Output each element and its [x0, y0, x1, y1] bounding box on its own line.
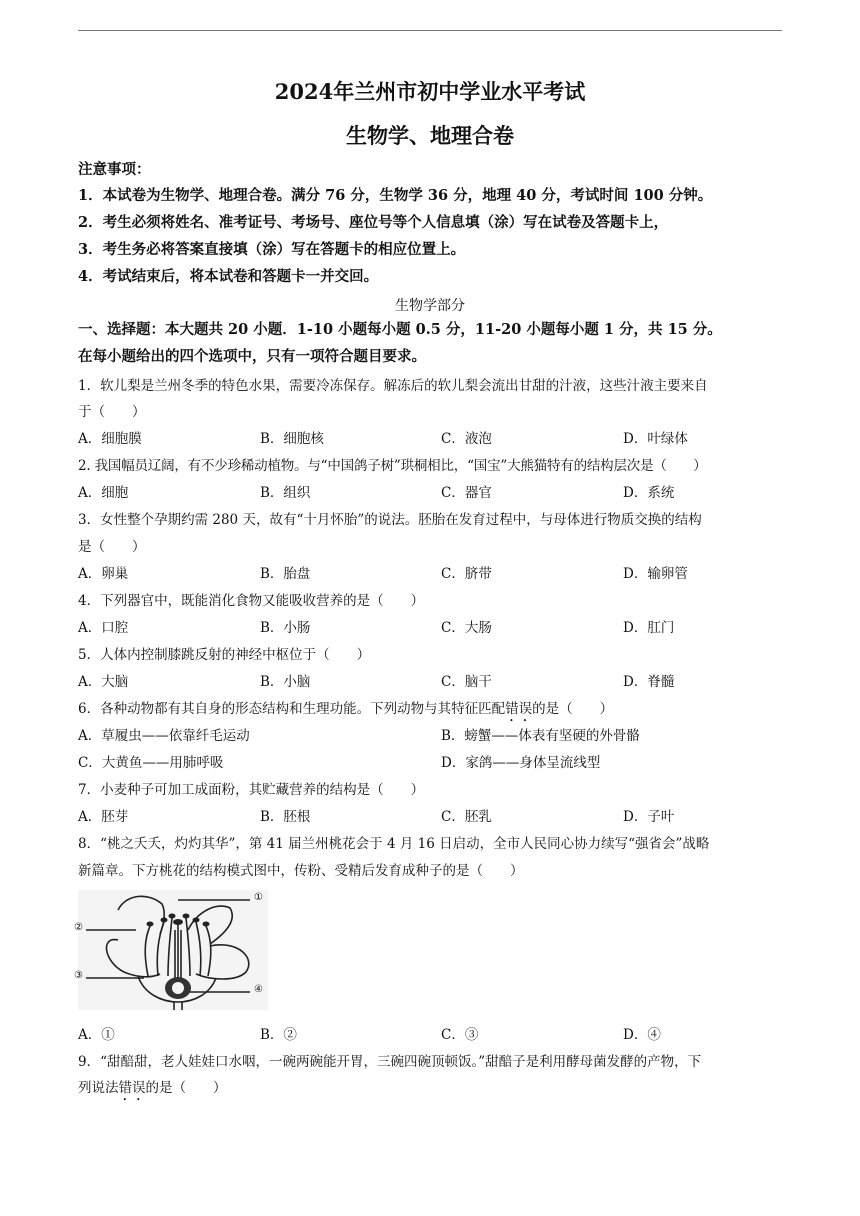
- option-c: C．大肠: [441, 620, 492, 636]
- top-rule: [78, 30, 782, 31]
- stem-text: 的是（ ）: [145, 1080, 227, 1096]
- question-stem: 是（ ）: [78, 539, 146, 555]
- notice-item: 2．考生必须将姓名、准考证号、考场号、座位号等个人信息填（涂）写在试卷及答题卡上，: [78, 214, 669, 231]
- notice-heading: 注意事项：: [78, 161, 151, 178]
- option-d: D．系统: [623, 485, 675, 501]
- option-b: B．组织: [260, 485, 311, 501]
- figure-label-4: ④: [254, 984, 263, 995]
- option-a: A．①: [78, 1027, 115, 1043]
- question-stem: 3．女性整个孕期约需 280 天，故有“十月怀胎”的说法。胚胎在发育过程中，与母体进行物质交换的结构: [78, 512, 702, 528]
- option-b: B．小肠: [260, 620, 311, 636]
- option-b: B．胚根: [260, 809, 311, 825]
- section-name: 生物学部分: [395, 298, 465, 314]
- question-stem: 新篇章。下方桃花的结构模式图中，传粉、受精后发育成种子的是（ ）: [78, 863, 524, 879]
- figure-label-3: ③: [74, 970, 83, 981]
- section-heading-line2: 在每小题给出的四个选项中，只有一项符合题目要求。: [78, 348, 426, 365]
- option-b: B．②: [260, 1027, 297, 1043]
- option-c: C．液泡: [441, 431, 492, 447]
- option-a: A．口腔: [78, 620, 129, 636]
- emphasized-text: 错误: [505, 701, 533, 717]
- option-a: A．细胞: [78, 485, 129, 501]
- option-c: C．脑干: [441, 674, 492, 690]
- question-stem: 4．下列器官中，既能消化食物又能吸收营养的是（ ）: [78, 593, 425, 609]
- notice-item: 1．本试卷为生物学、地理合卷。满分 76 分，生物学 36 分，地理 40 分，考试时间 100 分钟。: [78, 187, 713, 204]
- option-c: C．器官: [441, 485, 492, 501]
- option-d: D．脊髓: [623, 674, 675, 690]
- option-d: D．家鸽——身体呈流线型: [441, 755, 601, 771]
- option-c: C．③: [441, 1027, 479, 1043]
- option-a: A．大脑: [78, 674, 129, 690]
- figure-label-1: ①: [254, 892, 263, 903]
- option-d: D．④: [623, 1027, 661, 1043]
- question-stem: [78, 1078, 227, 1104]
- peach-flower-diagram: [74, 890, 268, 1010]
- question-stem: 7．小麦种子可加工成面粉，其贮藏营养的结构是（ ）: [78, 782, 425, 798]
- notice-item: 3．考生务必将答案直接填（涂）写在答题卡的相应位置上。: [78, 241, 466, 258]
- stem-text: 6．各种动物都有其自身的形态结构和生理功能。下列动物与其特征匹配: [78, 701, 506, 717]
- question-stem: [78, 699, 613, 725]
- option-a: A．细胞膜: [78, 431, 142, 447]
- question-stem: 8．“桃之夭夭，灼灼其华”，第 41 届兰州桃花会于 4 月 16 日启动，全市人民同心协力续写“强省会”战略: [78, 836, 710, 852]
- stem-text: 的是（ ）: [532, 701, 614, 717]
- emphasized-text: 错误: [118, 1080, 146, 1096]
- exam-subtitle: 生物学、地理合卷: [346, 123, 514, 148]
- option-a: A．胚芽: [78, 809, 129, 825]
- question-stem: 9．“甜醅甜，老人娃娃口水咽，一碗两碗能开胃，三碗四碗顶顿饭。”甜醅子是利用酵母菌发酵的产物，下: [78, 1054, 702, 1070]
- peach-flower-structure-image: [78, 890, 268, 1010]
- option-b: B．细胞核: [260, 431, 324, 447]
- question-stem: 2. 我国幅员辽阔，有不少珍稀动植物。与“中国鸽子树”珙桐相比，“国宝”大熊猫特有的结构层次是（ ）: [78, 458, 707, 474]
- option-c: C．大黄鱼——用肺呼吸: [78, 755, 224, 771]
- option-c: C．胚乳: [441, 809, 492, 825]
- option-d: D．叶绿体: [623, 431, 688, 447]
- option-b: B．小脑: [260, 674, 311, 690]
- notice-item: 4．考试结束后，将本试卷和答题卡一并交回。: [78, 268, 379, 285]
- question-stem: 5．人体内控制膝跳反射的神经中枢位于（ ）: [78, 647, 371, 663]
- stem-text: 列说法: [78, 1080, 119, 1096]
- question-stem: 1．软儿梨是兰州冬季的特色水果，需要冷冻保存。解冻后的软儿梨会流出甘甜的汁液，这些汁液主要来自: [78, 378, 708, 394]
- exam-title: 2024年兰州市初中学业水平考试: [274, 79, 586, 104]
- option-d: D．输卵管: [623, 566, 688, 582]
- option-b: B．螃蟹——体表有坚硬的外骨骼: [441, 728, 640, 744]
- option-b: B．胎盘: [260, 566, 311, 582]
- question-stem: 于（ ）: [78, 404, 146, 420]
- option-a: A．卵巢: [78, 566, 129, 582]
- section-heading-line1: 一、选择题：本大题共 20 小题．1-10 小题每小题 0.5 分，11-20 小题每小题 1 分，共 15 分。: [78, 321, 722, 338]
- option-a: A．草履虫——依靠纤毛运动: [78, 728, 250, 744]
- option-d: D．肛门: [623, 620, 675, 636]
- option-c: C．脐带: [441, 566, 492, 582]
- figure-label-2: ②: [74, 922, 83, 933]
- option-d: D．子叶: [623, 809, 675, 825]
